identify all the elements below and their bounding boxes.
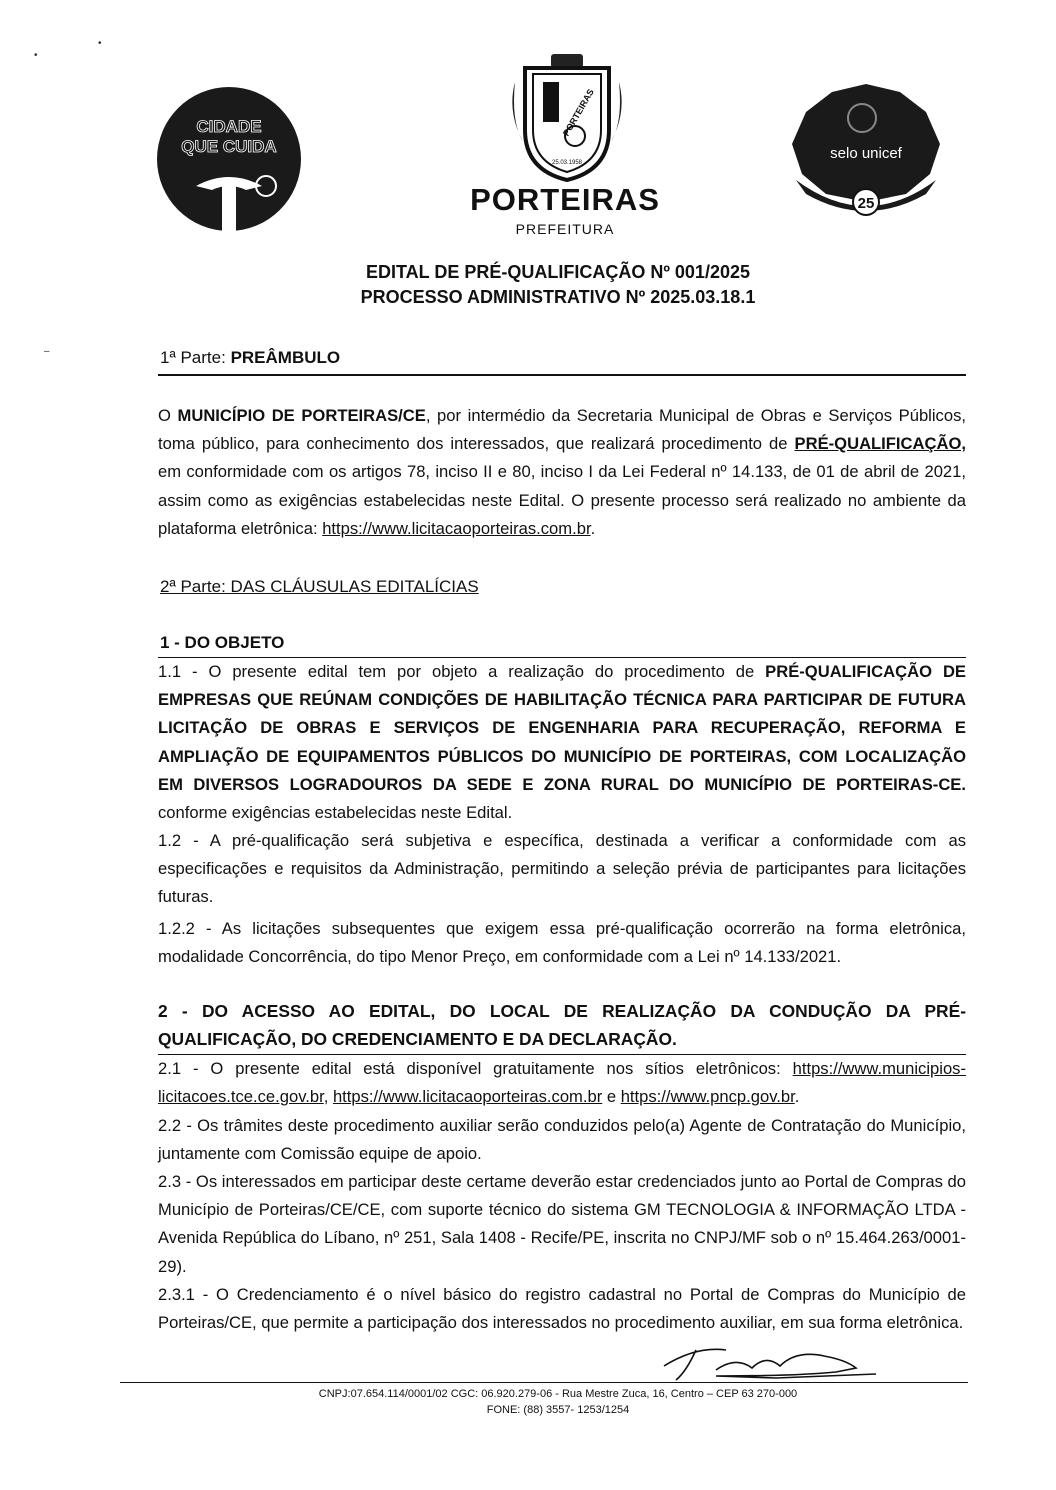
part2-heading: 2ª Parte: DAS CLÁUSULAS EDITALÍCIAS — [160, 577, 479, 596]
right-logo-number: 25 — [857, 195, 875, 212]
divider — [158, 374, 966, 376]
footer-divider — [120, 1382, 968, 1383]
text: , — [323, 1087, 333, 1107]
text: 1.1 - O presente edital tem por objeto a realização do procedimento de — [158, 662, 766, 681]
seal-year: 25.03.1958 — [551, 160, 583, 166]
left-logo-text-2: QUE CUIDA — [181, 137, 277, 156]
municipality-name: MUNICÍPIO DE PORTEIRAS/CE — [177, 406, 426, 425]
pre-qualification-term: PRÉ-QUALIFICAÇÃO, — [794, 434, 966, 454]
footer-address: CNPJ:07.654.114/0001/02 CGC: 06.920.279-06 - Rua Mestre Zuca, 16, Centro – CEP 63 270-000 — [318, 1388, 798, 1400]
clause-1-2: 1.2 - A pré-qualificação será subjetiva e específica, destinada a verificar a conformidade com as especificações e requisitos da Administração, permitindo a seleção prévia de participantes para licitações futuras. — [158, 831, 966, 907]
scan-mark: • — [34, 50, 38, 61]
clause-1-2-2: 1.2.2 - As licitações subsequentes que exigem essa pré-qualificação ocorrerão na forma eletrônica, modalidade Concorrência, do tipo Menor Preço, em conformidade com a Lei nº 14.133/2021. — [158, 919, 966, 967]
scan-mark: – — [44, 346, 50, 357]
platform-link[interactable]: https://www.licitacaoporteiras.com.br — [332, 1087, 603, 1107]
clause-2-3: 2.3 - Os interessados em participar deste certame deverão estar credenciados junto ao Portal de Compras do Município de Porteiras/CE/CE, com suporte técnico do sistema GM TECNOLOGIA & INFORMAÇÃO LTDA - Avenida República do Líbano, nº 251, Sala 1408 - Recife/PE, inscrita no CNPJ/MF sob o nº 15.464.263/0001-29). — [158, 1172, 966, 1276]
text: O — [158, 406, 178, 425]
scan-mark: • — [98, 38, 102, 49]
clause-2-1 — [158, 1055, 966, 1111]
object-description: PRÉ-QUALIFICAÇÃO DE EMPRESAS QUE REÚNAM CONDIÇÕES DE HABILITAÇÃO TÉCNICA PARA PARTICIPAR DE FUTURA LICITAÇÃO DE OBRAS E SERVIÇOS DE ENGENHARIA PARA RECUPERAÇÃO, REFORMA E AMPLIAÇÃO DE EQUIPAMENTOS PÚBLICOS DO MUNICÍPIO DE PORTEIRAS, COM LOCALIZAÇÃO EM DIVERSOS LOGRADOUROS DA SEDE E ZONA RURAL DO MUNICÍPIO DE PORTEIRAS-CE. — [158, 662, 967, 794]
document-title-line-2: PROCESSO ADMINISTRATIVO Nº 2025.03.18.1 — [360, 287, 756, 307]
selo-unicef-logo — [790, 82, 942, 218]
porteiras-coat-of-arms — [505, 52, 629, 182]
clause-1-1 — [158, 658, 966, 827]
brand-subtitle: PREFEITURA — [515, 221, 615, 237]
text: . — [794, 1087, 800, 1107]
brand-name: PORTEIRAS — [470, 182, 660, 217]
text: e — [602, 1087, 621, 1107]
preamble-heading-text: PREÂMBULO — [230, 348, 341, 367]
left-logo-text-1: CIDADE — [196, 117, 262, 136]
tce-link[interactable]: https://www.municipios-licitacoes.tce.ce.gov.br — [158, 1059, 966, 1107]
section-2-heading: 2 - DO ACESSO AO EDITAL, DO LOCAL DE REALIZAÇÃO DA CONDUÇÃO DA PRÉ-QUALIFICAÇÃO, DO CREDENCIAMENTO E DA DECLARAÇÃO. — [158, 1001, 966, 1050]
platform-link[interactable]: https://www.licitacaoporteiras.com.br — [322, 518, 591, 538]
clause-2-3-1: 2.3.1 - O Credenciamento é o nível básico do registro cadastral no Portal de Compras do Município de Porteiras/CE, que permite a participação dos interessados no procedimento auxiliar, em sua forma eletrônica. — [158, 1285, 966, 1333]
preamble-heading-prefix: 1ª Parte: — [160, 348, 231, 367]
text: . — [590, 518, 596, 538]
text: , por intermédio da Secretaria Municipal de Obras e Serviços Públicos, toma público, para conhecimento dos interessados, que realizará procedimento de — [158, 406, 966, 454]
preamble-paragraph — [158, 402, 966, 543]
text: conforme exigências estabelecidas neste Edital. — [158, 803, 513, 823]
footer-phone: FONE: (88) 3557- 1253/1254 — [486, 1404, 630, 1416]
preamble-heading — [160, 348, 340, 368]
clause-2-2: 2.2 - Os trâmites deste procedimento auxiliar serão conduzidos pelo(a) Agente de Contratação do Município, juntamente com Comissão equipe de apoio. — [158, 1116, 966, 1164]
signature — [656, 1336, 886, 1386]
text: em conformidade com os artigos 78, inciso II e 80, inciso I da Lei Federal nº 14.133, de 01 de abril de 2021, assim como as exigências estabelecidas neste Edital. O presente processo será realizado no ambiente da plataforma eletrônica: — [158, 462, 966, 538]
document-title-line-1: EDITAL DE PRÉ-QUALIFICAÇÃO Nº 001/2025 — [366, 262, 750, 282]
text: 2.1 - O presente edital está disponível gratuitamente nos sítios eletrônicos: — [158, 1059, 793, 1078]
seal-text: PORTEIRAS — [560, 87, 596, 138]
right-logo-text: selo unicef — [830, 145, 902, 162]
section-1-heading: 1 - DO OBJETO — [160, 633, 285, 652]
pncp-link[interactable]: https://www.pncp.gov.br — [620, 1087, 795, 1107]
